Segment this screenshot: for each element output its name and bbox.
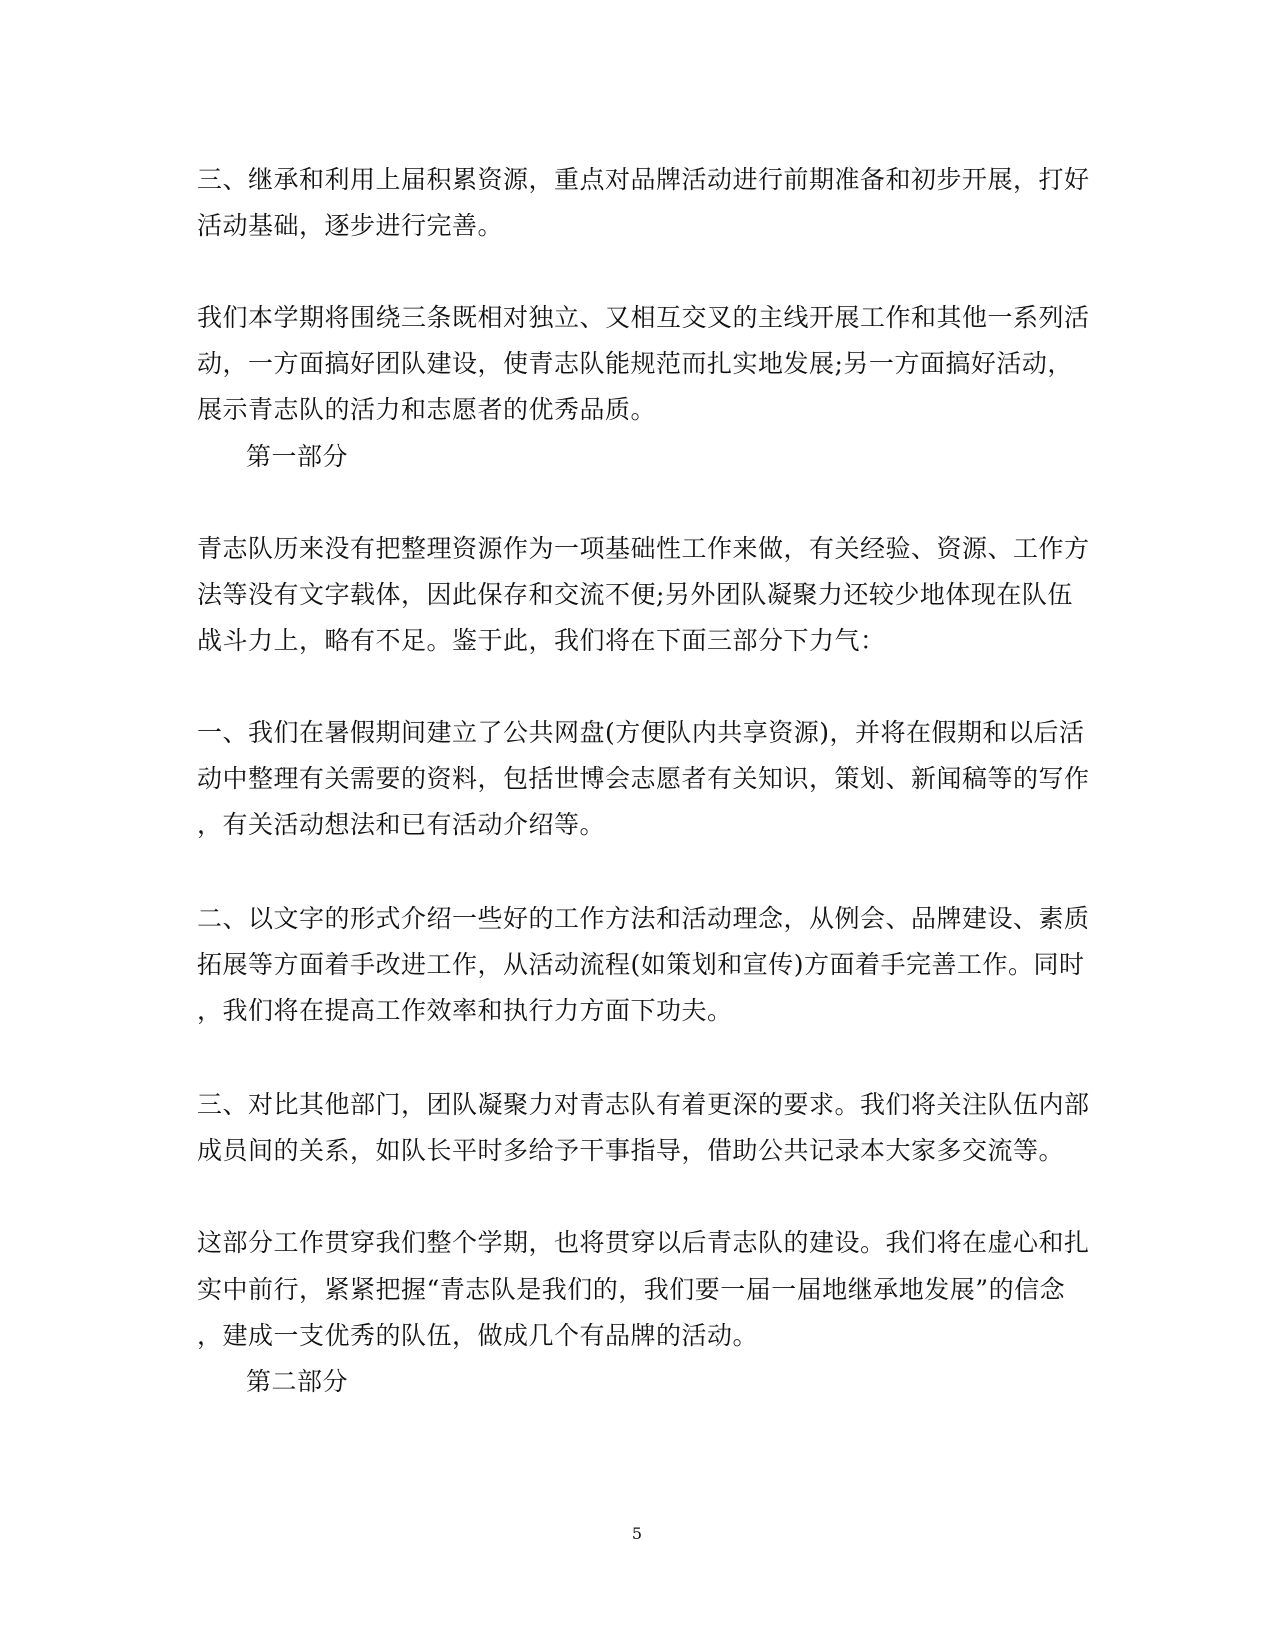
paragraph-3-line-2: 法等没有文字载体，因此保存和交流不便;另外团队凝聚力还较少地体现在队伍 — [197, 580, 1073, 609]
paragraph-2-line-2: 动，一方面搞好团队建设，使青志队能规范而扎实地发展;另一方面搞好活动， — [197, 349, 1073, 378]
paragraph-7-line-3: ，建成一支优秀的队伍，做成几个有品牌的活动。 — [197, 1321, 759, 1350]
paragraph-6-line-2: 成员间的关系，如队长平时多给予干事指导，借助公共记录本大家多交流等。 — [197, 1136, 1065, 1165]
paragraph-1-line-1: 三、继承和利用上届积累资源，重点对品牌活动进行前期准备和初步开展，打好 — [197, 165, 1090, 194]
page-number: 5 — [631, 1524, 643, 1543]
paragraph-3-line-1: 青志队历来没有把整理资源作为一项基础性工作来做，有关经验、资源、工作方 — [197, 534, 1090, 563]
paragraph-4-line-1: 一、我们在暑假期间建立了公共网盘(方便队内共享资源)，并将在假期和以后活 — [197, 718, 1085, 747]
section-heading-part-one: 第一部分 — [246, 442, 349, 471]
paragraph-2-line-3: 展示青志队的活力和志愿者的优秀品质。 — [197, 395, 657, 424]
section-heading-part-two: 第二部分 — [246, 1367, 349, 1396]
paragraph-7-line-2: 实中前行，紧紧把握“青志队是我们的，我们要一届一届地继承地发展”的信念 — [197, 1275, 1066, 1304]
paragraph-2-line-1: 我们本学期将围绕三条既相对独立、又相互交叉的主线开展工作和其他一系列活 — [197, 303, 1090, 332]
paragraph-4-line-2: 动中整理有关需要的资料，包括世博会志愿者有关知识，策划、新闻稿等的写作 — [197, 764, 1090, 793]
paragraph-6-line-1: 三、对比其他部门，团队凝聚力对青志队有着更深的要求。我们将关注队伍内部 — [197, 1090, 1090, 1119]
paragraph-5-line-1: 二、以文字的形式介绍一些好的工作方法和活动理念，从例会、品牌建设、素质 — [197, 904, 1090, 933]
paragraph-5-line-2: 拓展等方面着手改进工作，从活动流程(如策划和宣传)方面着手完善工作。同时 — [197, 950, 1085, 979]
paragraph-5-line-3: ，我们将在提高工作效率和执行力方面下功夫。 — [197, 996, 733, 1025]
paragraph-4-line-3: ，有关活动想法和已有活动介绍等。 — [197, 810, 606, 839]
paragraph-7-line-1: 这部分工作贯穿我们整个学期，也将贯穿以后青志队的建设。我们将在虚心和扎 — [197, 1228, 1090, 1257]
paragraph-1-line-2: 活动基础，逐步进行完善。 — [197, 211, 504, 240]
paragraph-3-line-3: 战斗力上，略有不足。鉴于此，我们将在下面三部分下力气： — [197, 626, 886, 655]
